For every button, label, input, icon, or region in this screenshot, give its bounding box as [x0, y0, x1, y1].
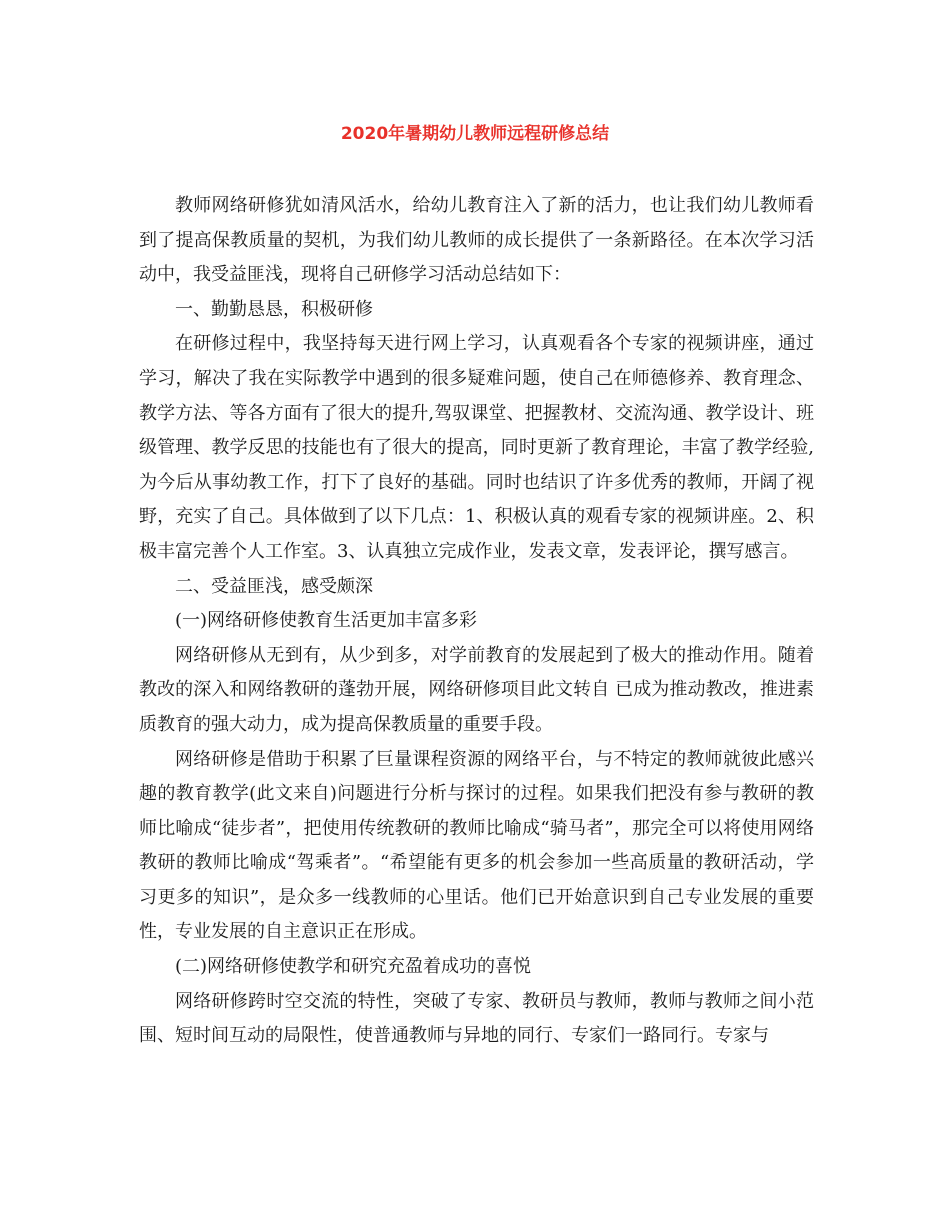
- document-body: [139, 189, 814, 1054]
- section-heading-1: 一、勤勤恳恳，积极研修: [175, 298, 373, 320]
- paragraph-intro: 教师网络研修犹如清风活水，给幼儿教育注入了新的活力，也让我们幼儿教师看到了提高保教质量的契机，为我们幼儿教师的成长提供了一条新路径。在本次学习活动中，我受益匪浅，现将自己研修学习活动总结如下：: [139, 195, 814, 286]
- document-title: 2020年暑期幼儿教师远程研修总结: [340, 124, 610, 144]
- paragraph-subsection-2a: 网络研修跨时空交流的特性，突破了专家、教研员与教师，教师与教师之间小范围、短时间互动的局限性，使普通教师与异地的同行、专家们一路同行。专家与: [139, 990, 814, 1047]
- paragraph-subsection-1a: 网络研修从无到有，从少到多，对学前教育的发展起到了极大的推动作用。随着教改的深入和网络教研的蓬勃开展，网络研修项目此文转自 已成为推动教改，推进素质教育的强大动力，成为提高保教质量的重要手段。: [139, 644, 814, 735]
- paragraph-section-1: 在研修过程中，我坚持每天进行网上学习，认真观看各个专家的视频讲座，通过学习，解决了我在实际教学中遇到的很多疑难问题，使自己在师德修养、教育理念、教学方法、等各方面有了很大的提升,驾驭课堂、把握教材、交流沟通、教学设计、班级管理、教学反思的技能也有了很大的提高，同时更新了教育理论，丰富了教学经验,为今后从事幼教工作，打下了良好的基础。同时也结识了许多优秀的教师，开阔了视野，充实了自己。具体做到了以下几点：1、积极认真的观看专家的视频讲座。2、积极丰富完善个人工作室。3、认真独立完成作业，发表文章，发表评论，撰写感言。: [139, 333, 814, 562]
- paragraph-subsection-1b: 网络研修是借助于积累了巨量课程资源的网络平台，与不特定的教师就彼此感兴趣的教育教学(此文来自)问题进行分析与探讨的过程。如果我们把没有参与教研的教师比喻成“徒步者”，把使用传统教研的教师比喻成“骑马者”，那完全可以将使用网络教研的教师比喻成“驾乘者”。“希望能有更多的机会参加一些高质量的教研活动，学习更多的知识”，是众多一线教师的心里话。他们已开始意识到自己专业发展的重要性，专业发展的自主意识正在形成。: [139, 748, 814, 943]
- subsection-heading-2: (二)网络研修使教学和研究充盈着成功的喜悦: [175, 956, 532, 978]
- subsection-heading-1: (一)网络研修使教育生活更加丰富多彩: [175, 610, 478, 632]
- section-heading-2: 二、受益匪浅，感受颇深: [175, 575, 373, 597]
